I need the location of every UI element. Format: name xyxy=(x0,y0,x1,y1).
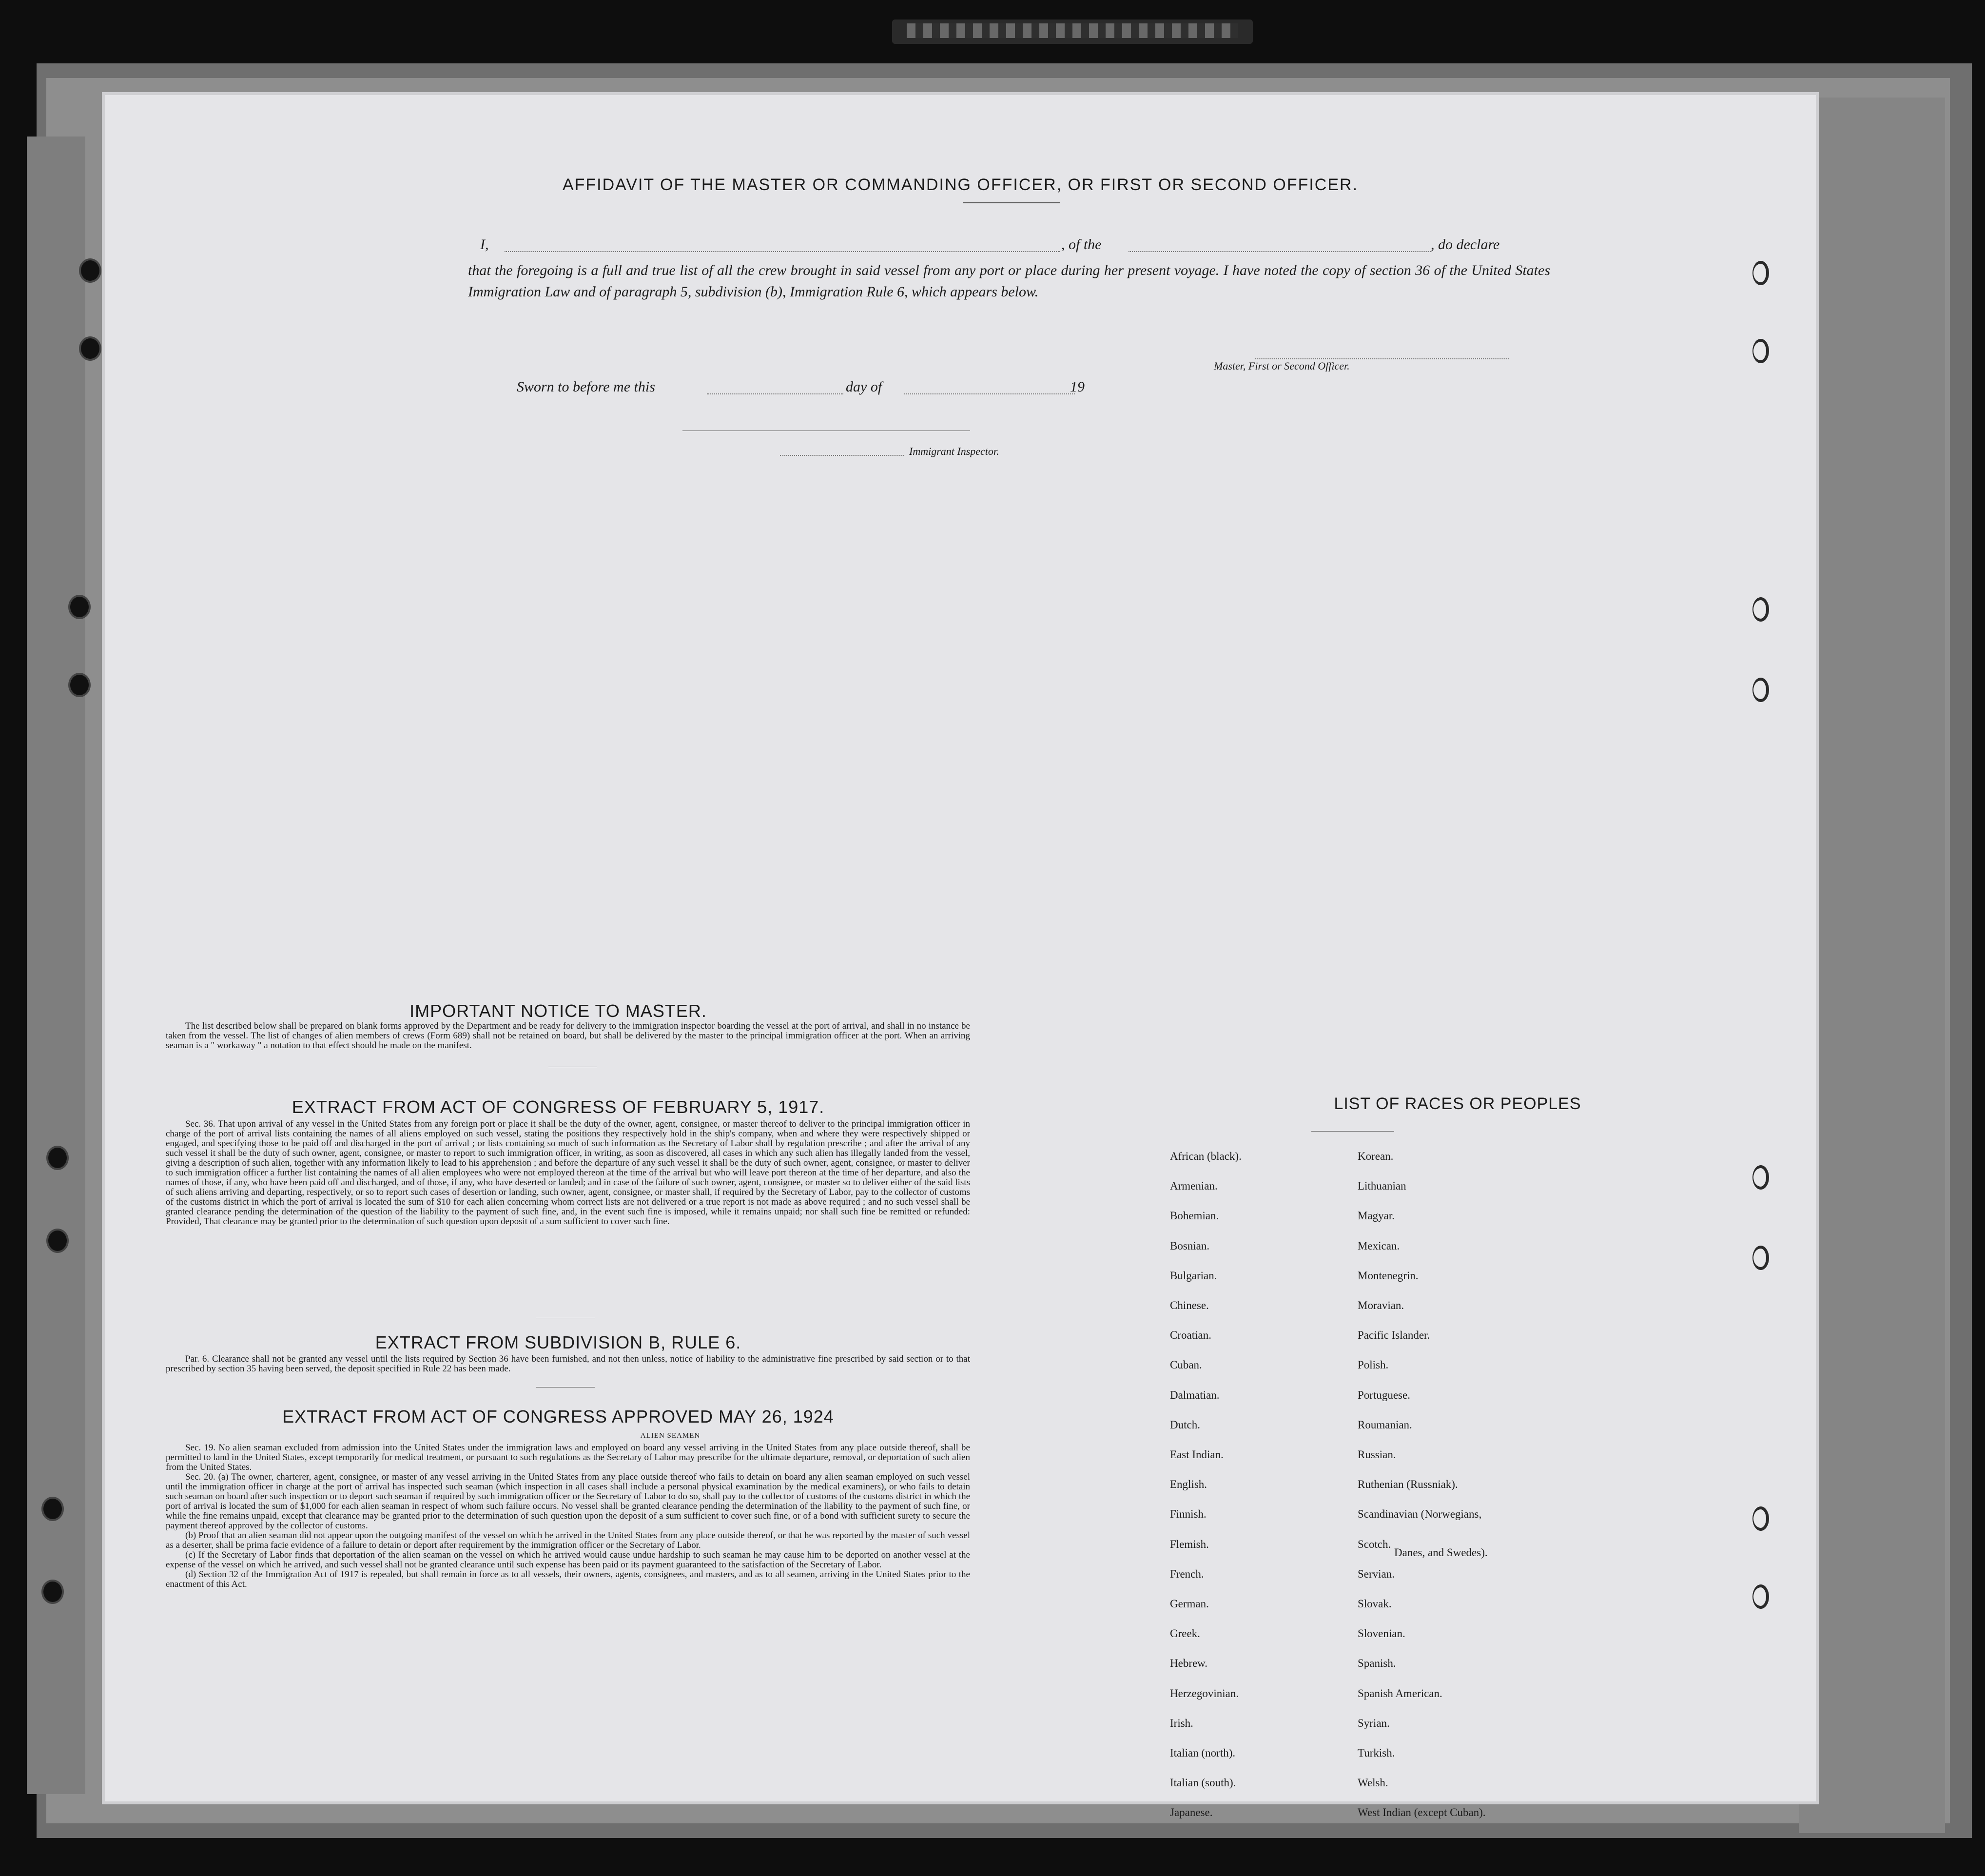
race-item: Portuguese. xyxy=(1358,1389,1410,1401)
document-page xyxy=(105,95,1816,1818)
officer-signature-caption: Master, First or Second Officer. xyxy=(1214,360,1350,372)
race-item: Armenian. xyxy=(1170,1180,1218,1192)
inspector-caption: Immigrant Inspector. xyxy=(909,445,999,457)
race-item: Croatian. xyxy=(1170,1329,1211,1341)
extract-rule6-paragraph: Par. 6. Clearance shall not be granted any vessel until the lists required by Section 36 have been furnished, and not then unless, notice of liability to the administrative fine prescribed by said section or to that prescribed by section 35 having been served, the deposit specified in Rule 22 has been made. xyxy=(166,1354,970,1374)
race-item: Pacific Islander. xyxy=(1358,1329,1430,1341)
notice-text xyxy=(166,1021,970,1051)
race-item: African (black). xyxy=(1170,1150,1242,1162)
sworn-day-of: day of xyxy=(846,379,882,395)
punch-hole xyxy=(1752,597,1769,622)
extract-1924-title: EXTRACT FROM ACT OF CONGRESS APPROVED MAY 26, 1924 xyxy=(282,1407,834,1427)
punch-hole xyxy=(41,1580,64,1604)
race-item: Japanese. xyxy=(1170,1806,1213,1818)
punch-hole xyxy=(1752,1246,1769,1270)
sworn-year: 19 xyxy=(1070,379,1085,395)
race-item: Finnish. xyxy=(1170,1508,1207,1520)
sworn-day-blank[interactable] xyxy=(707,393,843,394)
races-title: LIST OF RACES OR PEOPLES xyxy=(1334,1094,1581,1113)
punch-hole xyxy=(79,336,101,361)
name-blank[interactable] xyxy=(505,251,1060,252)
declare-i: I, xyxy=(480,236,489,253)
officer-signature-blank[interactable] xyxy=(1255,358,1509,359)
punch-hole xyxy=(1752,1584,1769,1609)
race-item: Servian. xyxy=(1358,1568,1395,1580)
race-item: East Indian. xyxy=(1170,1448,1224,1461)
affidavit-title: AFFIDAVIT OF THE MASTER OR COMMANDING OFFICER, OR FIRST OR SECOND OFFICER. xyxy=(562,176,1359,194)
extract-1924-text xyxy=(166,1443,970,1589)
race-item: Turkish. xyxy=(1358,1747,1395,1759)
race-item: Mexican. xyxy=(1358,1240,1400,1252)
race-item: Slovenian. xyxy=(1358,1627,1405,1640)
race-item: Polish. xyxy=(1358,1359,1389,1371)
race-item: Dalmatian. xyxy=(1170,1389,1220,1401)
race-item: Herzegovinian. xyxy=(1170,1687,1239,1700)
race-item: Flemish. xyxy=(1170,1538,1209,1550)
race-item: Roumanian. xyxy=(1358,1419,1412,1431)
sec-20d-paragraph: (d) Section 32 of the Immigration Act of 1917 is repealed, but shall remain in force as to all vessels, their owners, agents, consignees, and masters, and as to all seamen, arriving in the United States prior to the enactment of this Act. xyxy=(166,1569,970,1589)
punch-hole xyxy=(1752,339,1769,363)
race-item: Lithuanian xyxy=(1358,1180,1406,1192)
race-item: Spanish American. xyxy=(1358,1687,1442,1700)
back-sheet-edge xyxy=(27,137,85,1794)
extract-1917-title: EXTRACT FROM ACT OF CONGRESS OF FEBRUARY 5, 1917. xyxy=(292,1097,825,1117)
punch-hole xyxy=(1752,678,1769,702)
race-item: Moravian. xyxy=(1358,1299,1404,1311)
race-item: Montenegrin. xyxy=(1358,1270,1419,1282)
race-item: Spanish. xyxy=(1358,1657,1396,1669)
race-item: Slovak. xyxy=(1358,1598,1392,1610)
race-item: Bulgarian. xyxy=(1170,1270,1217,1282)
punch-hole xyxy=(1752,1165,1769,1190)
extract-rule6-text xyxy=(166,1354,970,1374)
punch-hole xyxy=(79,258,101,283)
notice-paragraph: The list described below shall be prepared on blank forms approved by the Department and be ready for delivery to the immigration inspector boarding the vessel at the port of arrival, and shall in no instance be taken from the vessel. The list of changes of alien members of crews (Form 689) shall not be retained on board, but shall be delivered by the master to the principal immigration officer at the port. When an arriving seaman is a " workaway " a notation to that effect should be made on the manifest. xyxy=(166,1021,970,1051)
race-item: German. xyxy=(1170,1598,1209,1610)
race-item: Chinese. xyxy=(1170,1299,1209,1311)
extract-rule6-title: EXTRACT FROM SUBDIVISION B, RULE 6. xyxy=(375,1332,741,1352)
notice-title: IMPORTANT NOTICE TO MASTER. xyxy=(409,1001,707,1021)
declaration-text: that the foregoing is a full and true list of all the crew brought in said vessel from any port or place during her present voyage. I have noted the copy of section 36 of the United States Immigration Law and of paragraph 5, subdivision (b), Immigration Rule 6, which appears below. xyxy=(468,262,1550,300)
punch-hole xyxy=(1752,261,1769,285)
alien-seamen-subtitle: ALIEN SEAMEN xyxy=(640,1432,701,1440)
extract-1917-paragraph: Sec. 36. That upon arrival of any vessel in the United States from any foreign port or place it shall be the duty of the owner, agent, consignee, or master thereof to deliver to the principal immigration officer in charge of the port of arrival lists containing the names of all aliens employed on such vessel, stating the positions they respectively hold in the ship's company, when and where they were respectively shipped or engaged, and specifying those to be paid off and discharged in the port of arrival ; or lists containing so much of such information as the Secretary of Labor shall by regulation prescribe ; and after the arrival of any such vessel it shall be the duty of such owner, agent, consignee, or master to report to such immigration officer, in writing, as soon as discovered, all cases in which any such alien has illegally landed from the vessel, giving a description of such alien, together with any information likely to lead to his apprehension ; and before the departure of any such vessel it shall be the duty of such owner, agent, consignee, or master to deliver to such immigration officer a further list containing the names of all alien employees who were not employed thereon at the time of the arrival but who will leave port thereon at the time of her departure, and also the names of those, if any, who have been paid off and discharged, and of those, if any, who have deserted or landed; and in case of the failure of such owner, agent, consignee, or master so to deliver either of the said lists of such aliens arriving and departing, respectively, or so to report such cases of desertion or landing, such owner, agent, consignee, or master shall, if required by the Secretary of Labor, pay to the collector of customs of the customs district in which the port of arrival is located the sum of $10 for each alien concerning whom correct lists are not delivered or a true report is not made as above required ; and no such vessel shall be granted clearance pending the determination of the question of the liability to the payment of such fine, and, in the event such fine is imposed, while it remains unpaid; nor shall such fine be remitted or refunded: Provided, That clearance may be granted prior to the determination of such question upon deposit of a sum sufficient to cover such fine. xyxy=(166,1119,970,1227)
sec-20b-paragraph: (b) Proof that an alien seaman did not appear upon the outgoing manifest of the vessel on which he arrived in the United States from any place outside thereof, or that he was reported by the master of such vessel as a deserter, shall be prima facie evidence of a failure to detain or deport after requirement by the immigration officer or the Secretary of Labor. xyxy=(166,1530,970,1550)
race-item: English. xyxy=(1170,1478,1207,1490)
vessel-blank[interactable] xyxy=(1129,251,1431,252)
race-item: West Indian (except Cuban). xyxy=(1358,1806,1486,1818)
race-item: Italian (south). xyxy=(1170,1777,1236,1789)
race-item: Syrian. xyxy=(1358,1717,1390,1729)
sec-20c-paragraph: (c) If the Secretary of Labor finds that deportation of the alien seaman on the vessel on which he arrived would cause undue hardship to such seaman he may cause him to be deported on another vessel at the expense of the vessel on which he arrived, and such vessel shall not be granted clearance until such expense has been paid or its payment guaranteed to the satisfaction of the Secretary of Labor. xyxy=(166,1550,970,1570)
punch-hole xyxy=(1752,1506,1769,1531)
race-item: Cuban. xyxy=(1170,1359,1202,1371)
race-item: Greek. xyxy=(1170,1627,1200,1640)
sworn-prefix: Sworn to before me this xyxy=(517,379,655,395)
race-item: Bohemian. xyxy=(1170,1210,1219,1222)
punch-hole xyxy=(68,595,91,619)
race-item: French. xyxy=(1170,1568,1204,1580)
race-item: Dutch. xyxy=(1170,1419,1200,1431)
punch-hole xyxy=(46,1146,69,1170)
punch-hole xyxy=(68,673,91,697)
sworn-month-blank[interactable] xyxy=(904,393,1075,394)
race-item: Ruthenian (Russniak). xyxy=(1358,1478,1458,1490)
back-sheet-edge xyxy=(1799,98,1945,1833)
race-item: Scandinavian (Norwegians, xyxy=(1358,1508,1482,1520)
sec-19-paragraph: Sec. 19. No alien seaman excluded from admission into the United States under the immigration laws and employed on board any vessel arriving in the United States from any place outside thereof, shall be permitted to land in the United States, except temporarily for medical treatment, or pursuant to such regulations as the Secretary of Labor may prescribe for the ultimate departure, removal, or deportation of such alien from the United States. xyxy=(166,1443,970,1472)
binder-spine-lettering xyxy=(907,23,1238,38)
race-item: Korean. xyxy=(1358,1150,1394,1162)
race-item: Russian. xyxy=(1358,1448,1396,1461)
race-item: Magyar. xyxy=(1358,1210,1395,1222)
punch-hole xyxy=(46,1229,69,1253)
race-item: Scotch. xyxy=(1358,1538,1391,1550)
extract-1917-text xyxy=(166,1119,970,1227)
punch-hole xyxy=(41,1497,64,1521)
race-item-continued: Danes, and Swedes). xyxy=(1394,1546,1488,1559)
race-item: Hebrew. xyxy=(1170,1657,1208,1669)
race-item: Italian (north). xyxy=(1170,1747,1236,1759)
declare-of-the: , of the xyxy=(1061,236,1102,253)
divider xyxy=(1311,1131,1394,1132)
race-item: Irish. xyxy=(1170,1717,1193,1729)
inspector-signature-line[interactable] xyxy=(682,430,970,431)
inspector-name-blank[interactable] xyxy=(780,455,904,456)
race-item: Bosnian. xyxy=(1170,1240,1210,1252)
declare-do: , do declare xyxy=(1431,236,1500,253)
title-divider xyxy=(963,202,1060,203)
sec-20a-paragraph: Sec. 20. (a) The owner, charterer, agent, consignee, or master of any vessel arriving in the United States from any place outside thereof who fails to detain on board any alien seaman employed on such vessel until the immigration officer in charge at the port of arrival has inspected such seaman (which inspection in all cases shall include a personal physical examination by the medical examiners), or who fails to detain such seaman on board after such inspection or to deport such seaman if required by such immigration officer or the Secretary of Labor to do so, shall pay to the collector of customs of the customs district in which the port of arrival is located the sum of $1,000 for each alien seaman in respect of whom such failure occurs. No vessel shall be granted clearance pending the determination of the liability to the payment of such fine, or while the fine remains unpaid, except that clearance may be granted prior to the determination of such question upon the deposit of a sum sufficient to cover such fine, or of a bond with sufficient surety to secure the payment thereof approved by the collector of customs. xyxy=(166,1472,970,1531)
race-item: Welsh. xyxy=(1358,1777,1388,1789)
